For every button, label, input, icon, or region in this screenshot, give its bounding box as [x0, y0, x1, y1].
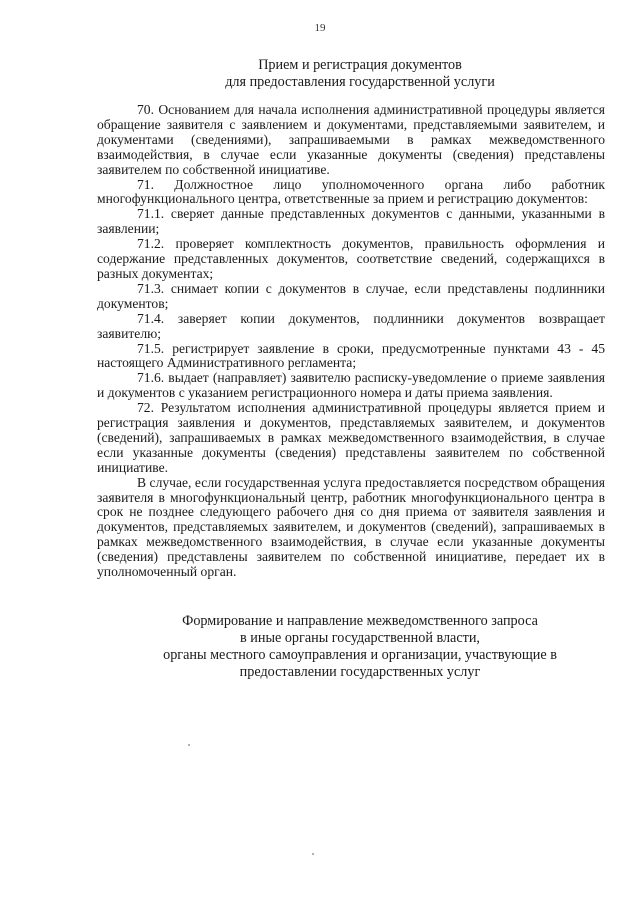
section-heading-line: Прием и регистрация документов [258, 57, 462, 73]
paragraph-70: 70. Основанием для начала исполнения административной процедуры является обращение заявителя с заявлением и документами, представляемыми заявителем, и документами (сведениями), запрашиваемыми в рамках межведомственного взаимодействия, в случае если указанные документы (сведения) представлены заявителем по собственной инициативе. [97, 102, 605, 177]
section-heading-line: для предоставления государственной услуги [225, 74, 495, 90]
paragraph-71-3: 71.3. снимает копии с документов в случае, если представлены подлинники документов; [97, 280, 605, 311]
paragraph-71: 71. Должностное лицо уполномоченного органа либо работник многофункционального центра, ответственные за прием и регистрацию документов: [97, 176, 605, 207]
scan-speck [188, 744, 190, 746]
document-body [97, 103, 605, 580]
paragraph-mfc-case: В случае, если государственная услуга предоставляется посредством обращения заявителя в многофункциональный центр, работник многофункционального центра в срок не позднее следующего рабочего дня со дня приема от заявителя заявления и документов, представляемых заявителем, и документов (сведений), запрашиваемых в рамках межведомственного взаимодействия, в случае если указанные документы (сведения) представлены заявителем по собственной инициативе, передает их в уполномоченный орган. [97, 474, 605, 580]
section-heading-interagency-request [0, 613, 640, 681]
section-heading-line: органы местного самоуправления и организации, участвующие в [163, 647, 557, 663]
scan-speck [312, 853, 314, 855]
paragraph-71-4: 71.4. заверяет копии документов, подлинники документов возвращает заявителю; [97, 310, 605, 341]
paragraph-72: 72. Результатом исполнения административной процедуры является прием и регистрация заявления и документов, представляемых заявителем, и документов (сведений), запрашиваемых в рамках межведомственного взаимодействия, в случае если указанные документы (сведения) представлены заявителем по собственной инициативе. [97, 400, 605, 475]
paragraph-71-1: 71.1. сверяет данные представленных документов с данными, указанными в заявлении; [97, 206, 605, 237]
paragraph-71-5: 71.5. регистрирует заявление в сроки, предусмотренные пунктами 43 - 45 настоящего Административного регламента; [97, 340, 605, 371]
page-number: 19 [314, 22, 326, 34]
paragraph-71-6: 71.6. выдает (направляет) заявителю расписку-уведомление о приеме заявления и документов с указанием регистрационного номера и даты приема заявления. [97, 370, 605, 401]
paragraph-71-2: 71.2. проверяет комплектность документов, правильность оформления и содержание представленных документов, соответствие сведений, содержащихся в разных документах; [97, 236, 605, 281]
section-heading-line: Формирование и направление межведомственного запроса [182, 613, 538, 629]
section-heading-reception [0, 57, 640, 91]
section-heading-line: предоставлении государственных услуг [239, 664, 481, 680]
section-heading-line: в иные органы государственной власти, [240, 630, 480, 646]
